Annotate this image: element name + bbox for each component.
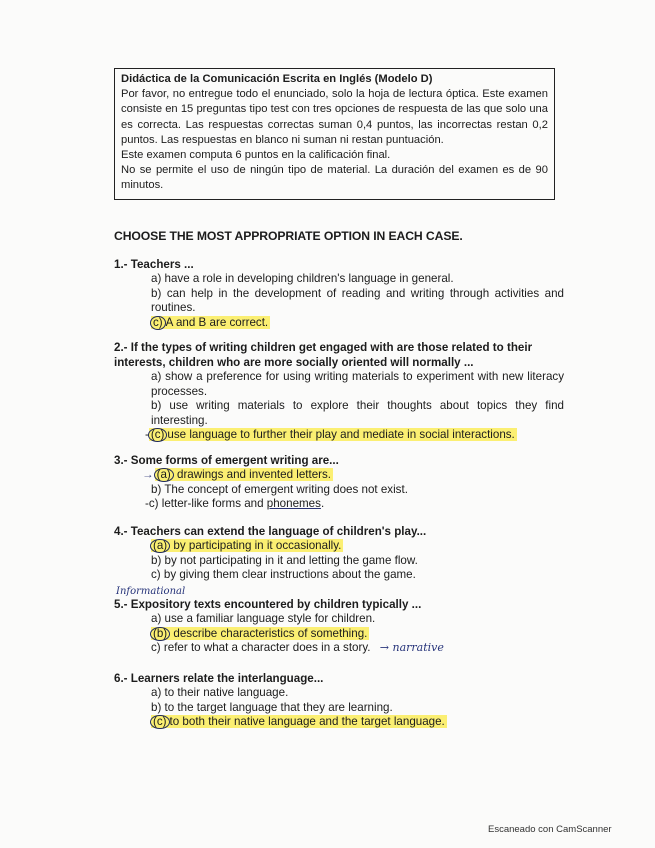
question-3 [114,453,564,512]
question-5-option-a: a) use a familiar language style for children. [151,612,376,625]
header-line-2: Este examen computa 6 puntos en la calificación final. [121,149,391,162]
question-5-text: 5.- Expository texts encountered by children typically ... [114,598,422,611]
option-text: describe characteristics of something. [173,626,368,640]
question-4-option-a [151,539,564,554]
option-text: A and B are correct. [165,315,269,329]
question-5-option-c: c) refer to what a character does in a story. → narrative [151,641,444,655]
question-2-text: 2.- If the types of writing children get engaged with are those related to their interests, children who are more socially oriented will normally ... [114,341,533,369]
arrow-mark-icon: → [142,468,154,481]
circled-answer-mark: (a) [154,468,174,482]
highlight [151,627,369,640]
scanner-watermark: Escaneado con CamScanner [488,824,612,835]
option-text: use language to further their play and mediate in social interactions. [167,428,515,442]
circled-answer-mark: (c) [150,715,170,729]
option-text: to both their native language and the target language. [169,715,445,729]
question-4-option-c: c) by giving them clear instructions about the game. [151,568,416,582]
circled-answer-mark: (b) [150,627,170,641]
question-6-option-b: b) to the target language that they are learning. [151,700,393,714]
instructions-heading: CHOOSE THE MOST APPROPRIATE OPTION IN EACH CASE. [114,229,463,243]
handwritten-note-narrative: → narrative [379,641,444,655]
highlight [151,539,343,552]
question-6 [114,671,564,730]
header-line-3: No se permite el uso de ningún tipo de material. La duración del examen es de 90 minutos. [121,164,548,192]
question-5 [114,597,564,656]
question-3-option-a [142,468,564,483]
circled-answer-mark: (a) [150,539,170,553]
question-2 [114,340,564,443]
question-1-option-b: b) can help in the development of reading and writing through activities and routines. [151,286,564,315]
exam-title: Didáctica de la Comunicación Escrita en Inglés (Modelo D) [121,73,433,85]
question-4-option-b: b) by not participating in it and letting the game flow. [151,553,418,567]
question-6-option-c [151,715,564,730]
handwritten-note-informational: Informational [116,586,186,597]
header-line-1: Por favor, no entregue todo el enunciado, solo la hoja de lectura óptica. Este examen consiste en 15 preguntas tipo test con tres opciones de respuesta de las que solo una es correcta. Las respuestas correctas suman 0,4 puntos, las incorrectas restan 0,2 puntos. Las respuestas en blanco ni suman ni restan puntuación. [121,88,548,146]
question-4-text: 4.- Teachers can extend the language of children's play... [114,525,427,538]
question-4 [114,524,564,583]
exam-header-box [114,68,555,200]
question-2-option-a: a) show a preference for using writing materials to experiment with new literacy processes. [151,370,564,398]
circled-answer-mark: c) [150,316,166,330]
highlight [151,715,447,728]
circled-answer-mark: (c) [148,428,168,442]
question-1-option-c [151,316,564,331]
highlight [151,316,270,329]
question-6-text: 6.- Learners relate the interlanguage... [114,672,324,685]
question-3-option-c: -c) letter-like forms and phonemes. [145,497,325,511]
question-1-option-a: a) have a role in developing children's language in general. [151,272,454,285]
question-5-option-b [151,627,564,642]
highlight [155,468,333,481]
option-text: by participating in it occasionally. [173,539,342,552]
question-3-text: 3.- Some forms of emergent writing are... [114,454,339,467]
question-1 [114,257,564,330]
option-text: drawings and invented letters. [177,468,332,481]
question-2-option-b: b) use writing materials to explore their thoughts about topics they find interesting. [151,399,564,427]
question-6-option-a: a) to their native language. [151,686,289,699]
highlight [149,428,517,441]
question-2-option-c: - (c) use language to further their play and mediate in social interactions. [145,428,515,442]
question-3-option-b: b) The concept of emergent writing does not exist. [151,482,408,496]
underlined-word: phonemes [266,497,321,511]
question-1-text: 1.- Teachers ... [114,258,194,271]
